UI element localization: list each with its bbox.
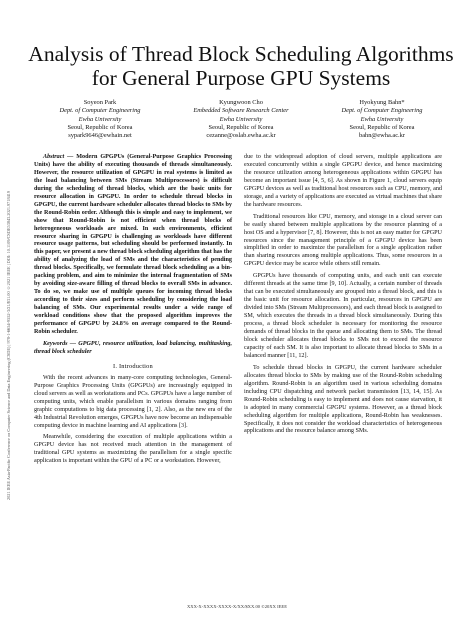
author-email: bahn@ewha.ac.kr <box>359 132 405 140</box>
paragraph: Traditional resources like CPU, memory, and storage in a cloud server can be easily shared between multiple applications by the resource planning of a host OS and a hypervisor [7, 8]. However, this is not an easy matter for GPGPU resources since the management principle of a GPGPU device has been simplified in order to maximize the parallelism for a single application rather than sharing resources among multiple applications. Thus, some resources in a GPGPU device may be scarce while others still remain. <box>244 213 442 268</box>
left-column <box>34 154 232 470</box>
author-dept: Embedded Software Research Center <box>193 107 289 115</box>
author-univ: Ewha University <box>78 115 122 123</box>
paragraph: With the recent advances in many-core computing technologies, General-Purpose Graphics Processing Units (GPGPUs) are increasingly equipped in cloud servers as well as workstations and PCs. GPGPUs have a large number of computing units, which enable parallelism in various domains ranging from graphic computations to big data processing [1, 2]. Also, as the new era of the 4th Industrial Revolution emerges, GPGPUs have now become an indispensable computing device in machine learning and AI applications [3]. <box>34 374 232 429</box>
author-2 <box>171 99 311 140</box>
page-footer: XXX-X-XXXX-XXXX-X/XX/$XX.00 ©20XX IEEE <box>186 604 288 609</box>
author-city: Seoul, Republic of Korea <box>208 123 274 131</box>
author-name: Kyungwoon Cho <box>219 99 263 106</box>
right-column <box>244 154 442 440</box>
author-name: Hyokyung Bahn* <box>359 99 405 106</box>
paragraph: Meanwhile, considering the execution of multiple applications within a GPGPU device has not received much attention in the management of traditional GPU systems as maximizing the parallelism for a single specific application is important within the GPU of a PC or a workstation. However, <box>34 434 232 465</box>
author-dept: Dept. of Computer Engineering <box>59 107 141 115</box>
author-name: Soyeon Park <box>83 99 117 106</box>
author-email: sypark9646@ewhain.net <box>68 132 132 140</box>
keywords-label: Keywords — <box>43 340 76 347</box>
abstract-text: Modern GPGPUs (General-Purpose Graphics Processing Units) have the ability of executing thousands of threads simultaneously. However, the resource utilization of GPGPU in real systems is limited as the load balancing between SMs (Stream Multiprocessors) is difficult during the scheduling of thread blocks, which are the basic units for resource allocation in GPGPU. In order to schedule thread blocks in GPGPU, the current hardware scheduler allocates thread blocks to SMs by the Round-Robin order. Although this is simple and easy to implement, we show that Round-Robin is not efficient when thread blocks of heterogeneous workloads are mixed. In such environments, efficient resource sharing in GPGPU is challenging as workloads have different resource usage patterns, but scheduling should be performed instantly. In this paper, we present a new thread block scheduling algorithm that has the ability of analyzing the load of SMs and the characteristics of pending thread blocks. Specifically, we formulate thread block scheduling as a bin-packing problem, and aim to minimize the internal fragmentation of SMs by avoiding size-aware filling of thread blocks to overall SMs in advance. To do so, we make use of multiple queues for incoming thread blocks according to their sizes and perform scheduling by considering the load balancing of SMs. Our experimental results under a wide range of workload conditions show that the proposed algorithm improves the performance of GPGPU by 24.8% on average compared to the Round-Robin scheduler. <box>34 154 232 335</box>
author-univ: Ewha University <box>360 115 404 123</box>
keywords-text: GPGPU, resource utilization, load balancing, multitasking, thread block scheduler <box>34 340 232 355</box>
author-3 <box>312 99 452 140</box>
sidebar-citation: 2021 IEEE Asia-Pacific Conference on Computer Science and Data Engineering (CSDE) | 978-1-6654-9552-3/21/$31.00 ©2021 IEEE | DOI: 10.1109/CSDE53843.2021.9718419 <box>6 190 11 500</box>
author-email: cezanne@oslab.ewha.ac.kr <box>206 132 276 140</box>
author-city: Seoul, Republic of Korea <box>67 123 133 131</box>
author-1 <box>30 99 170 140</box>
author-univ: Ewha University <box>219 115 263 123</box>
paragraph: due to the widespread adoption of cloud servers, multiple applications are executed concurrently within a single GPGPU device, and hence maximizing the resource utilization among heterogeneous applications within GPGPU has become an important issue [4, 5, 6]. As shown in Figure 1, cloud servers equip GPGPU devices as well as traditional host resources such as CPU, memory, and storage, and a variety of applications are executed as virtual machines that share the hardware resources. <box>244 154 442 208</box>
paragraph: To schedule thread blocks in GPGPU, the current hardware scheduler allocates thread blocks to SMs by making use of the Round-Robin scheduling algorithm. Round-Robin is an algorithm used in various scheduling domains including CPU dispatching and network packet transmission [13, 14, 15]. As Round-Robin scheduling is easy to implement and does not cause starvation, it is adopted in many commercial GPGPU systems. However, as a thread block scheduling algorithm for multiple applications, Round-Robin has weaknesses. Specifically, it does not consider the workload characteristics of heterogeneous applications and the resource balance among SMs. <box>244 364 442 435</box>
keywords <box>34 341 232 357</box>
abstract <box>34 154 232 337</box>
author-city: Seoul, Republic of Korea <box>349 123 415 131</box>
paragraph: GPGPUs have thousands of computing units, and each unit can execute different threads at the same time [9, 10]. Actually, a certain number of threads that can be executed simultaneously are grouped into a thread block, and this is the basic unit for resource allocation. In particular, resources in GPGPU are divided into SMs (Stream Multiprocessors), and each thread block is assigned to SM, which executes the threads in a thread block simultaneously. During this process, a thread block scheduler is necessary for monitoring the resource demands of thread blocks in the queue and allocating them to SMs. The thread block scheduler allocates thread blocks to SMs not to exceed the resource capacity of each SM. It is also important to allocate thread blocks to SMs in a balanced manner [11, 12]. <box>244 273 442 359</box>
author-dept: Dept. of Computer Engineering <box>341 107 423 115</box>
abstract-label: Abstract — <box>43 154 74 160</box>
section-heading-introduction: I. Introduction <box>113 362 153 370</box>
paper-title: Analysis of Thread Block Scheduling Algorithms for General Purpose GPU Systems <box>28 42 454 90</box>
author-block <box>30 99 452 140</box>
